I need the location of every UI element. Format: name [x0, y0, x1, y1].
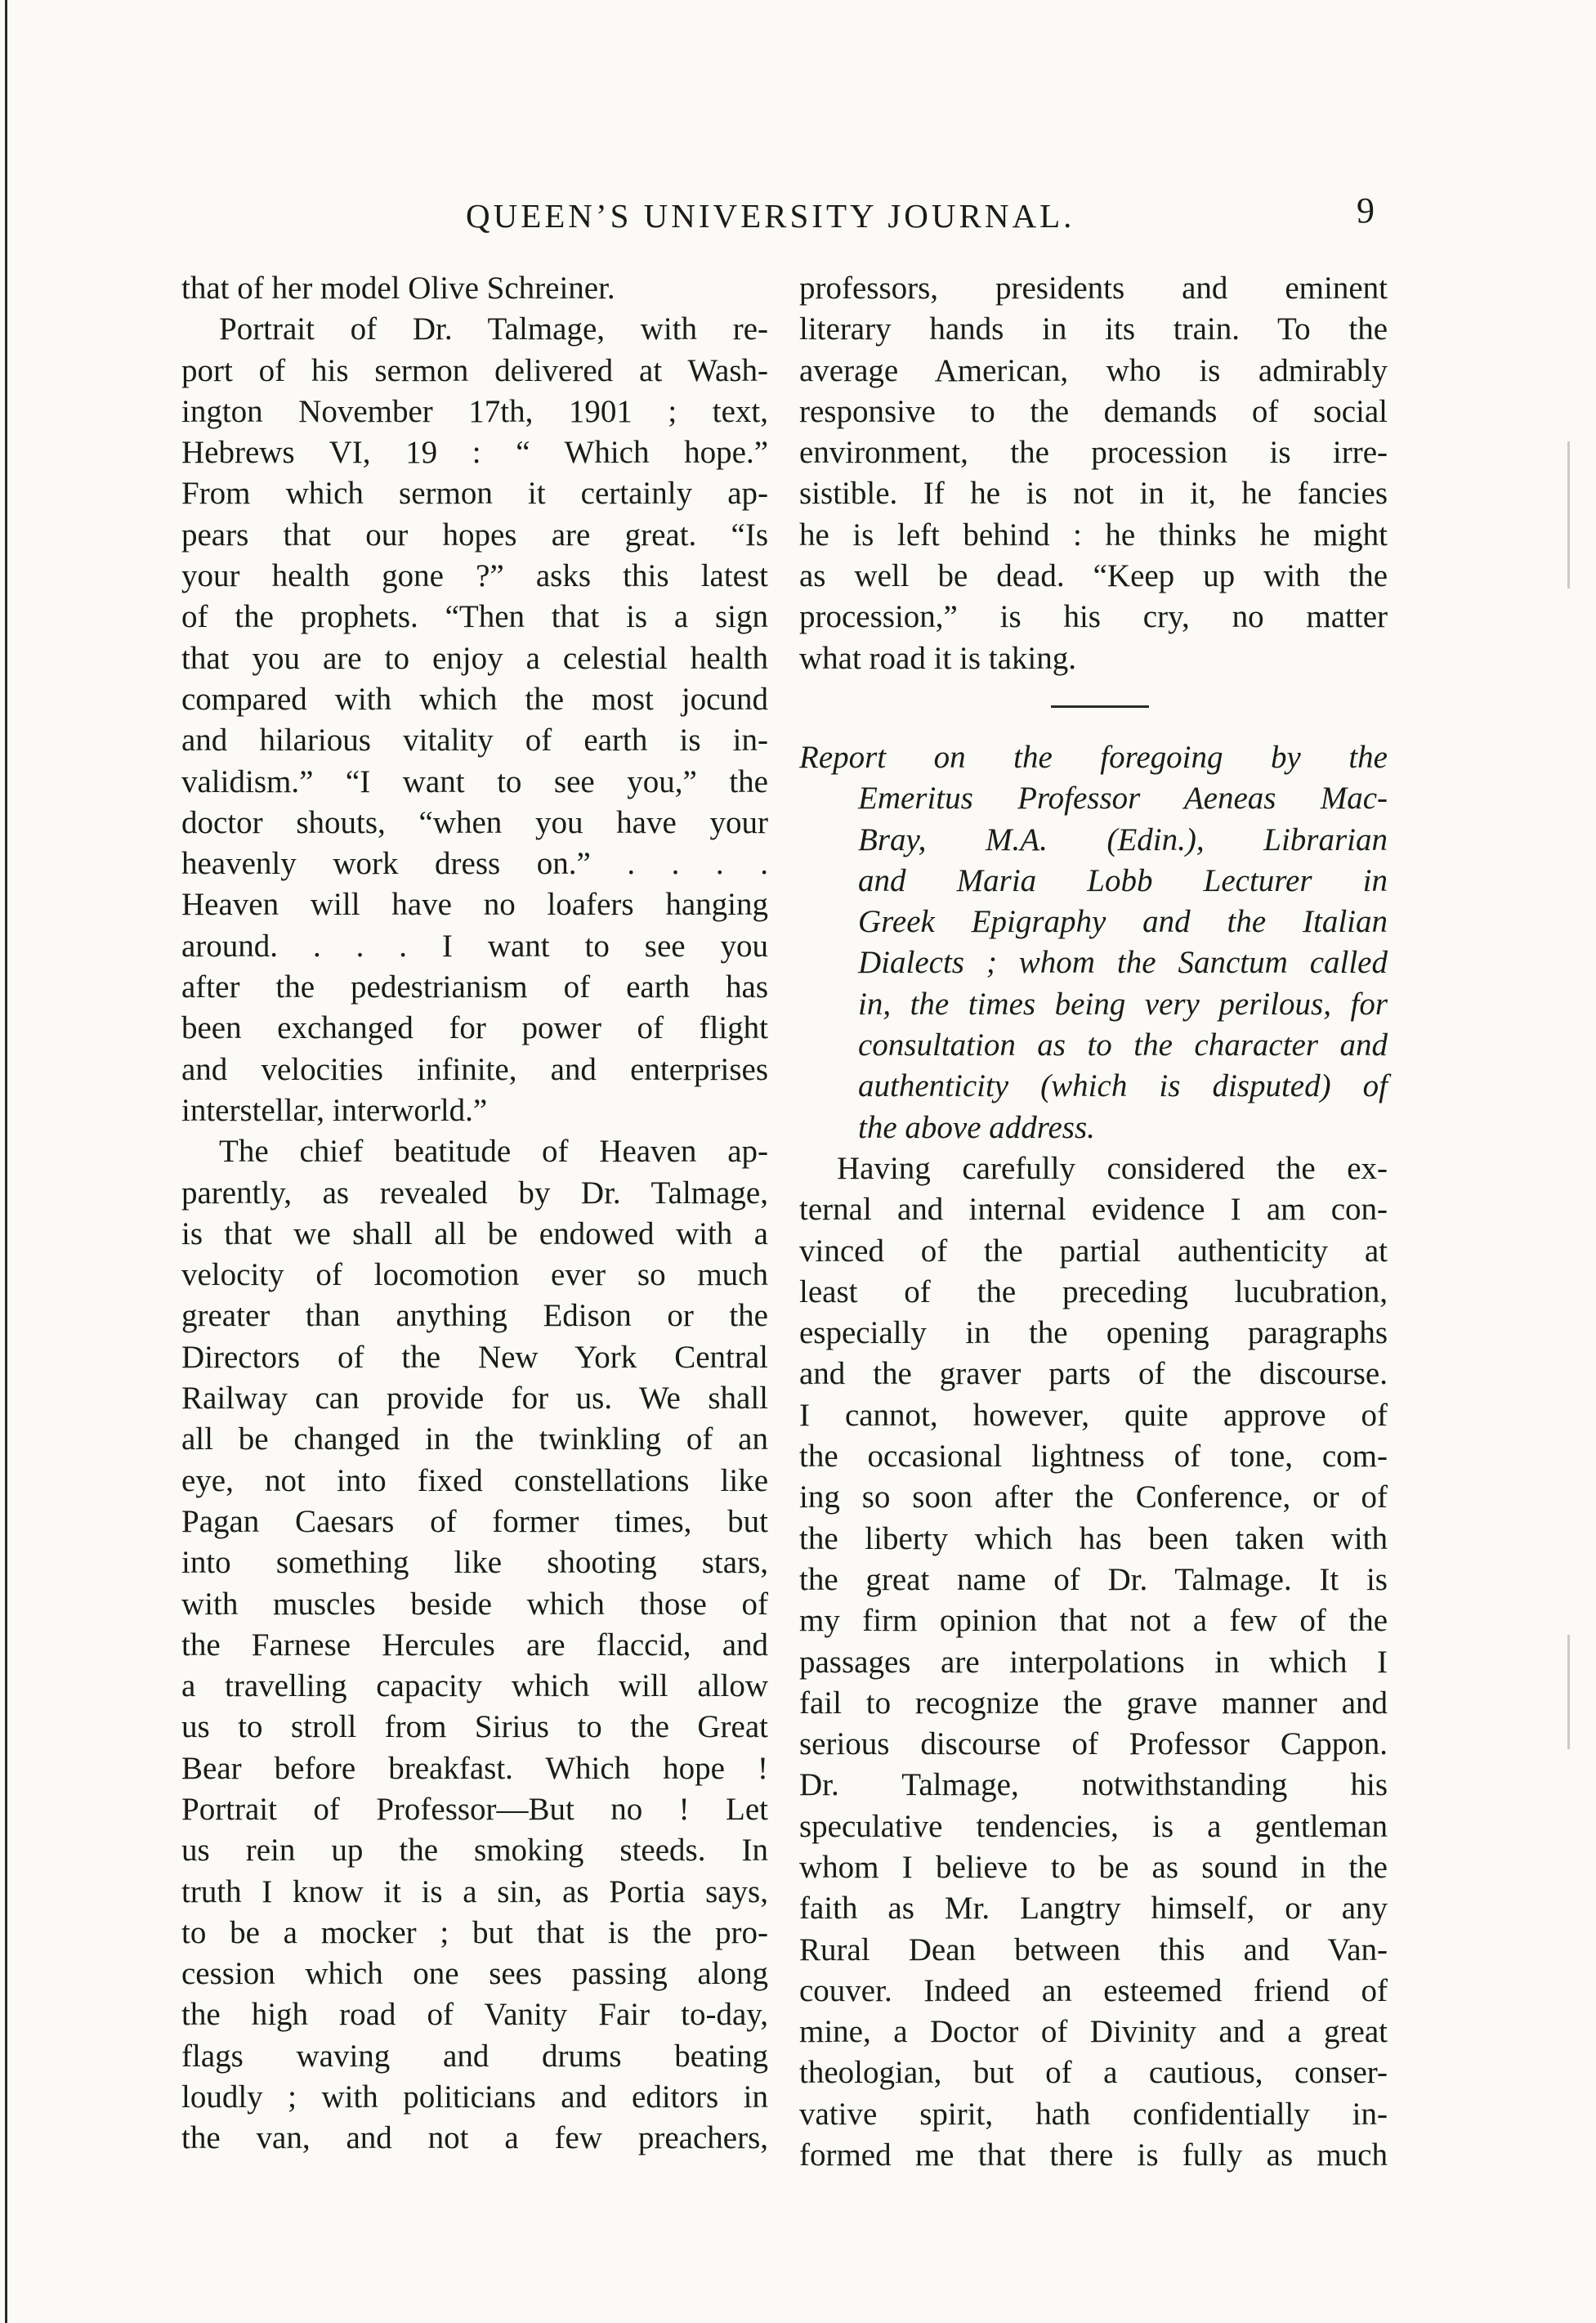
- text-line: interstellar, interworld.”: [181, 1092, 488, 1128]
- text-line: eye, not into fixed constellations like: [181, 1462, 768, 1498]
- text-line: parently, as revealed by Dr. Talmage,: [181, 1175, 768, 1211]
- scan-noise: [1567, 1635, 1570, 1749]
- text-line: and Maria Lobb Lecturer in: [858, 862, 1388, 898]
- text-line: The chief beatitude of Heaven ap-: [219, 1134, 768, 1170]
- text-line: average American, who is admirably: [799, 352, 1388, 388]
- text-line: environment, the procession is irre-: [799, 435, 1388, 471]
- text-line: velocity of locomotion ever so much: [181, 1257, 768, 1293]
- text-line: ternal and internal evidence I am con-: [799, 1192, 1388, 1228]
- text-line: of the prophets. “Then that is a sign: [181, 599, 768, 635]
- text-line: vative spirit, hath confidentially in-: [799, 2096, 1388, 2132]
- text-line: I cannot, however, quite approve of: [799, 1397, 1388, 1433]
- text-line: consultation as to the character and: [858, 1027, 1388, 1063]
- text-line: that of her model Olive Schreiner.: [181, 271, 615, 306]
- text-line: after the pedestrianism of earth has: [181, 969, 768, 1005]
- text-line: flags waving and drums beating: [181, 2038, 768, 2074]
- text-line: Rural Dean between this and Van-: [799, 1931, 1388, 1967]
- text-line: doctor shouts, “when you have your: [181, 804, 768, 840]
- text-line: as well be dead. “Keep up with the: [799, 558, 1388, 594]
- text-line: cession which one sees passing along: [181, 1956, 768, 1992]
- text-line: is that we shall all be endowed with a: [181, 1215, 768, 1251]
- text-line: pears that our hopes are great. “Is: [181, 517, 768, 553]
- text-line: your health gone ?” asks this latest: [181, 558, 768, 594]
- text-line: Greek Epigraphy and the Italian: [858, 904, 1388, 940]
- text-line: all be changed in the twinkling of an: [181, 1421, 768, 1457]
- text-line: Portrait of Dr. Talmage, with re-: [219, 311, 768, 347]
- text-line: Directors of the New York Central: [181, 1339, 768, 1375]
- text-line: the Farnese Hercules are flaccid, and: [181, 1627, 768, 1663]
- text-line: Bear before breakfast. Which hope !: [181, 1750, 768, 1786]
- text-line: Portrait of Professor—But no ! Let: [181, 1791, 768, 1827]
- text-line: speculative tendencies, is a gentleman: [799, 1808, 1388, 1844]
- text-line: what road it is taking.: [799, 640, 1077, 676]
- text-line: validism.” “I want to see you,” the: [181, 763, 768, 799]
- text-line: From which sermon it certainly ap-: [181, 476, 768, 512]
- text-line: us to stroll from Sirius to the Great: [181, 1709, 768, 1745]
- text-line: passages are interpolations in which I: [799, 1644, 1388, 1680]
- section-divider: [1051, 705, 1149, 708]
- running-header: QUEEN’S UNIVERSITY JOURNAL.: [466, 197, 1075, 235]
- text-line: to be a mocker ; but that is the pro-: [181, 1914, 768, 1950]
- text-line: professors, presidents and eminent: [799, 271, 1388, 306]
- text-line: sistible. If he is not in it, he fancies: [799, 476, 1388, 512]
- text-line: Heaven will have no loafers hanging: [181, 887, 768, 923]
- scan-noise: [1567, 441, 1570, 589]
- text-line: with muscles beside which those of: [181, 1586, 768, 1622]
- text-line: literary hands in its train. To the: [799, 311, 1388, 347]
- left-column: [181, 268, 768, 2160]
- report-heading: [799, 737, 1388, 1148]
- text-line: he is left behind : he thinks he might: [799, 517, 1388, 553]
- text-line: authenticity (which is disputed) of: [858, 1068, 1388, 1104]
- text-line: Pagan Caesars of former times, but: [181, 1503, 768, 1539]
- text-line: Dr. Talmage, notwithstanding his: [799, 1767, 1388, 1803]
- text-line: and hilarious vitality of earth is in-: [181, 723, 768, 759]
- page-number: 9: [1357, 190, 1375, 231]
- text-line: greater than anything Edison or the: [181, 1298, 768, 1334]
- text-line: theologian, but of a cautious, conser-: [799, 2055, 1388, 2091]
- text-line: port of his sermon delivered at Wash-: [181, 352, 768, 388]
- text-line: fail to recognize the grave manner and: [799, 1685, 1388, 1721]
- text-line: Report on the foregoing by the: [799, 739, 1388, 775]
- text-line: the occasional lightness of tone, com-: [799, 1439, 1388, 1475]
- text-line: the van, and not a few preachers,: [181, 2120, 768, 2156]
- text-line: whom I believe to be as sound in the: [799, 1849, 1388, 1885]
- text-line: been exchanged for power of flight: [181, 1010, 768, 1046]
- text-line: that you are to enjoy a celestial health: [181, 640, 768, 676]
- text-line: responsive to the demands of social: [799, 393, 1388, 429]
- text-line: and the graver parts of the discourse.: [799, 1356, 1388, 1392]
- text-line: a travelling capacity which will allow: [181, 1668, 768, 1704]
- text-line: mine, a Doctor of Divinity and a great: [799, 2014, 1388, 2050]
- page-edge-rule: [5, 0, 7, 2323]
- text-line: Hebrews VI, 19 : “ Which hope.”: [181, 435, 768, 471]
- text-line: Bray, M.A. (Edin.), Librarian: [858, 821, 1388, 857]
- text-line: procession,” is his cry, no matter: [799, 599, 1388, 635]
- text-line: Emeritus Professor Aeneas Mac-: [858, 781, 1388, 817]
- text-line: into something like shooting stars,: [181, 1545, 768, 1581]
- text-line: Railway can provide for us. We shall: [181, 1381, 768, 1417]
- text-line: vinced of the partial authenticity at: [799, 1233, 1388, 1269]
- text-line: compared with which the most jocund: [181, 681, 768, 717]
- text-line: around. . . . I want to see you: [181, 928, 768, 964]
- text-line: especially in the opening paragraphs: [799, 1315, 1388, 1351]
- text-line: us rein up the smoking steeds. In: [181, 1833, 768, 1869]
- text-line: and velocities infinite, and enterprises: [181, 1051, 768, 1087]
- right-column-paragraph: [799, 268, 1388, 679]
- text-line: ing so soon after the Conference, or of: [799, 1479, 1388, 1515]
- text-line: formed me that there is fully as much: [799, 2137, 1388, 2173]
- text-line: the high road of Vanity Fair to-day,: [181, 1997, 768, 2033]
- text-line: loudly ; with politicians and editors in: [181, 2079, 768, 2115]
- text-line: serious discourse of Professor Cappon.: [799, 1726, 1388, 1762]
- right-column-paragraph: [799, 1148, 1388, 2176]
- right-column: [799, 268, 1388, 2176]
- text-line: Dialects ; whom the Sanctum called: [858, 945, 1388, 981]
- text-line: ington November 17th, 1901 ; text,: [181, 393, 768, 429]
- text-line: truth I know it is a sin, as Portia says,: [181, 1873, 768, 1909]
- text-line: the great name of Dr. Talmage. It is: [799, 1561, 1388, 1597]
- text-line: Having carefully considered the ex-: [837, 1150, 1388, 1186]
- text-line: in, the times being very perilous, for: [858, 986, 1388, 1022]
- text-line: heavenly work dress on.” . . . .: [181, 846, 768, 882]
- text-line: my firm opinion that not a few of the: [799, 1603, 1388, 1639]
- text-line: couver. Indeed an esteemed friend of: [799, 1972, 1388, 2008]
- text-line: the liberty which has been taken with: [799, 1520, 1388, 1556]
- text-line: least of the preceding lucubration,: [799, 1273, 1388, 1309]
- text-line: the above address.: [858, 1109, 1095, 1145]
- text-line: faith as Mr. Langtry himself, or any: [799, 1891, 1388, 1927]
